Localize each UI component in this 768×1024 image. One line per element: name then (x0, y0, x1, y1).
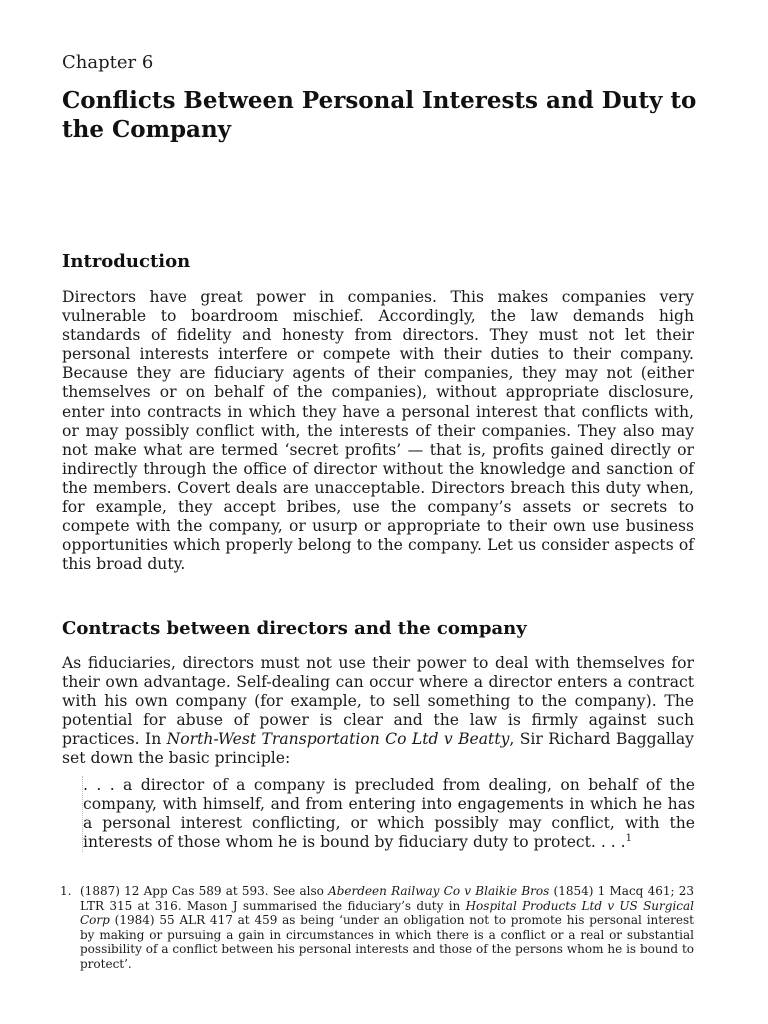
chapter-title: Conflicts Between Personal Interests and Duty to the Company (62, 87, 697, 143)
block-quote (82, 776, 695, 852)
contracts-text-before-case: As fiduciaries, directors must not use their power to deal with themselves for their own advantage. Self-dealing can occur where a director enters a contract with his own company (for example, to sell something to the company). The potential for abuse of power is clear and the law is firmly against such practices. In (62, 654, 694, 749)
quote-text: . . . a director of a company is precluded from dealing, on behalf of the company, with himself, and from entering into engagements in which he has a personal interest conflicting, or which possibly may conflict, with the interests of those whom he is bound by fiduciary duty to protect. . . . (83, 776, 695, 852)
footnote-case-aberdeen: Aberdeen Railway Co v Blaikie Bros (328, 884, 550, 898)
contracts-text-after-case: , Sir Richard Baggallay set down the basic principle: (62, 730, 694, 768)
chapter-label: Chapter 6 (62, 52, 154, 73)
section-heading-contracts: Contracts between directors and the company (62, 618, 527, 639)
introduction-paragraph: Directors have great power in companies. This makes companies very vulnerable to boardroom mischief. Accordingly, the law demands high standards of fidelity and honesty from directors. They must not let their personal interests interfere or compete with their duties to their company. Because they are fiduciary agents of their companies, they may not (either themselves or on behalf of the companies), without appropriate disclosure, enter into contracts in which they have a personal interest that conflicts with, or may possibly conflict with, the interests of their companies. They also may not make what are termed ‘secret profits’ — that is, profits gained directly or indirectly through the office of director without the knowledge and sanction of the members. Covert deals are unacceptable. Directors breach this duty when, for example, they accept bribes, use the company’s assets or secrets to compete with the company, or usurp or appropriate to their own use business opportunities which properly belong to the company. Let us consider aspects of this broad duty. (62, 288, 694, 574)
footnote-text-part1: (1887) 12 App Cas 589 at 593. See also (80, 884, 329, 898)
footnote-body (62, 884, 694, 972)
footnote-number: 1. (60, 884, 72, 898)
footnote-text-part2: (1854) 1 Macq 461; 23 LTR 315 at 316. Mason J summarised the fiduciary’s duty in (80, 884, 695, 913)
section-heading-introduction: Introduction (62, 251, 191, 272)
footnote-case-hospital-products: Hospital Products Ltd v US Surgical Corp (80, 898, 694, 928)
contracts-paragraph (62, 654, 694, 769)
footnote-text-part3: (1984) 55 ALR 417 at 459 as being ‘under an obligation not to promote his personal interest by making or pursuing a gain in circumstances in which there is a conflict or a real or substantial possibility of a conflict between his personal interests and those of the persons whom he is bound to protect’. (80, 913, 694, 971)
footnote-1 (62, 884, 694, 972)
case-name-north-west-transportation: North-West Transportation Co Ltd v Beatty (166, 730, 510, 749)
footnote-ref-1[interactable]: 1 (625, 833, 633, 845)
